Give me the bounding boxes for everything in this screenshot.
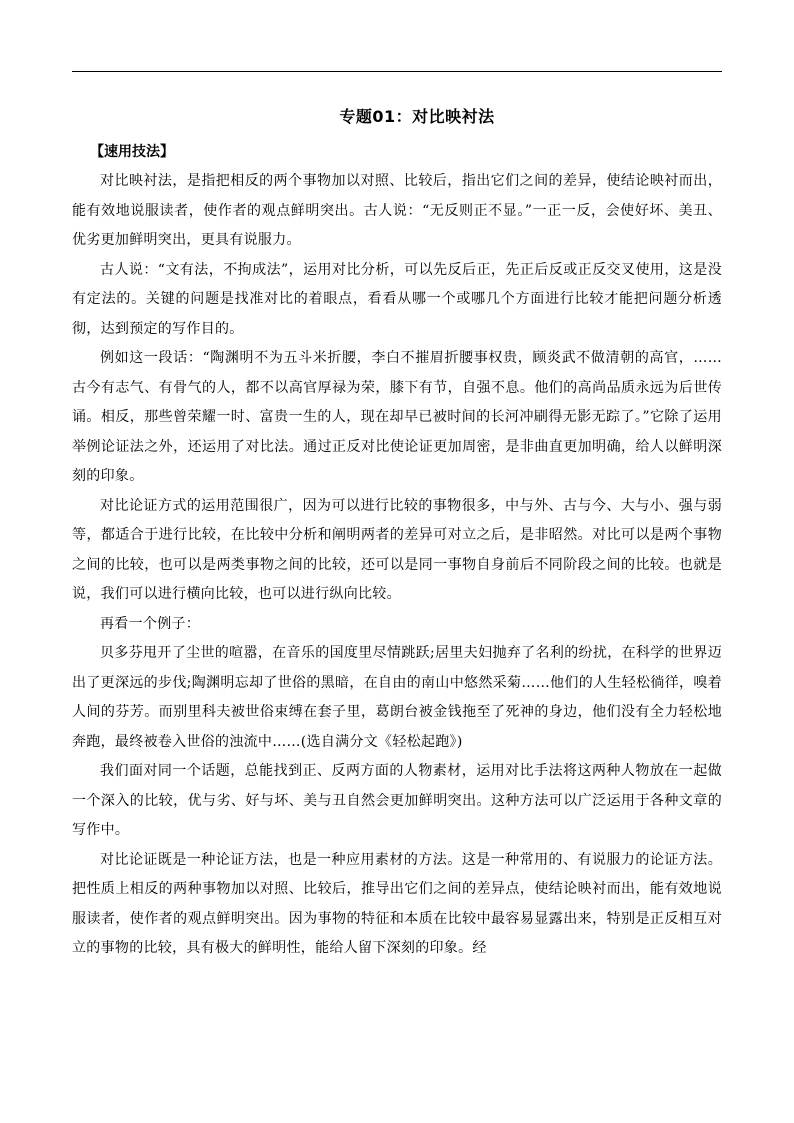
paragraph: 例如这一段话：“陶渊明不为五斗米折腰，李白不摧眉折腰事权贵，顾炎武不做清朝的高官，……古今有志气、有骨气的人，都不以高官厚禄为荣，膝下有节，自强不息。他们的高尚品质永远为后世传诵。相反，那些曾荣耀一时、富贵一生的人，现在却早已被时间的长河冲刷得无影无踪了。”它除了运用举例论证法之外，还运用了对比法。通过正反对比使论证更加周密，是非曲直更加明确，给人以鲜明深刻的印象。 [72,350,722,484]
paragraph: 对比映衬法，是指把相反的两个事物加以对照、比较后，指出它们之间的差异，使结论映衬而出，能有效地说服读者，使作者的观点鲜明突出。古人说：“无反则正不显。”一正一反，会使好坏、美丑、优劣更加鲜明突出，更具有说服力。 [72,173,722,248]
paragraph: 对比论证既是一种论证方法，也是一种应用素材的方法。这是一种常用的、有说服力的论证方法。把性质上相反的两种事物加以对照、比较后，推导出它们之间的差异点，使结论映衬而出，能有效地说服读者，使作者的观点鲜明突出。因为事物的特征和本质在比较中最容易显露出来，特别是正反相互对立的事物的比较，具有极大的鲜明性，能给人留下深刻的印象。经 [72,851,722,956]
header-rule [72,71,722,72]
paragraph: 古人说：“文有法，不拘成法”，运用对比分析，可以先反后正，先正后反或正反交叉使用，这是没有定法的。关键的问题是找准对比的着眼点，看看从哪一个或哪几个方面进行比较才能把问题分析透彻，达到预定的写作目的。 [72,261,722,337]
page-title: 专题01：对比映衬法 [339,107,495,126]
section-label: 【速用技法】 [90,144,174,160]
paragraph: 对比论证方式的运用范围很广，因为可以进行比较的事物很多，中与外、古与今、大与小、强与弱等，都适合于进行比较，在比较中分析和阐明两者的差异可对立之后，是非昭然。对比可以是两个事物之间的比较，也可以是两类事物之间的比较，还可以是同一事物自身前后不同阶段之间的比较。也就是说，我们可以进行横向比较，也可以进行纵向比较。 [72,497,722,602]
paragraph: 贝多芬甩开了尘世的喧嚣，在音乐的国度里尽情跳跃;居里夫妇抛弃了名利的纷扰，在科学的世界迈出了更深远的步伐;陶渊明忘却了世俗的黑暗，在自由的南山中悠然采菊……他们的人生轻松徜徉，嗅着人间的芬芳。而别里科夫被世俗束缚在套子里，葛朗台被金钱拖至了死神的身边，他们没有全力轻松地奔跑，最终被卷入世俗的浊流中……(选自满分文《轻松起跑》) [72,645,722,750]
document-body [72,100,722,964]
paragraph: 我们面对同一个话题，总能找到正、反两方面的人物素材，运用对比手法将这两种人物放在一起做一个深入的比较，优与劣、好与坏、美与丑自然会更加鲜明突出。这种方法可以广泛运用于各种文章的写作中。 [72,763,722,838]
paragraph: 再看一个例子： [100,615,201,632]
